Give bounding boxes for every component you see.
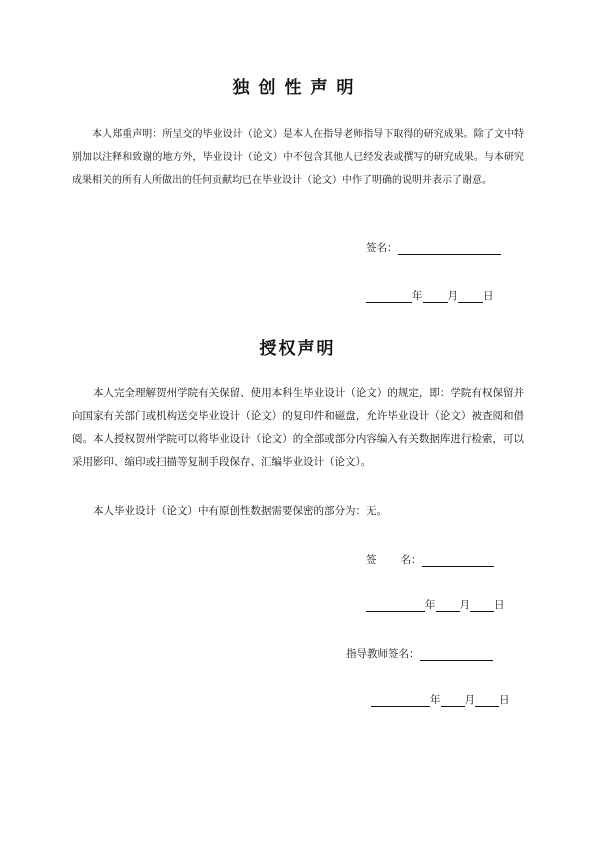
month-label: 月 bbox=[464, 694, 475, 706]
originality-declaration-text: 本人郑重声明：所呈交的毕业设计（论文）是本人在指导老师指导下取得的研究成果。除了文中特别加以注释和致谢的地方外，毕业设计（论文）中不包含其他人已经发表或撰写的研究成果。与本研究成果相关的所有人所做出的任何贡献均已在毕业设计（论文）中作了明确的说明并表示了谢意。 bbox=[72, 129, 524, 186]
year-label: 年 bbox=[430, 694, 441, 706]
signature-blank[interactable] bbox=[398, 242, 501, 255]
date-line-2 bbox=[366, 597, 505, 612]
date-line-1 bbox=[366, 288, 494, 303]
student-signature-line-2 bbox=[366, 552, 494, 567]
month-label: 月 bbox=[459, 599, 470, 611]
day-blank[interactable] bbox=[470, 599, 494, 612]
month-blank[interactable] bbox=[436, 599, 460, 612]
year-label: 年 bbox=[425, 599, 436, 611]
year-blank[interactable] bbox=[366, 599, 425, 612]
signature-label-char2: 名： bbox=[400, 554, 422, 566]
day-label: 日 bbox=[499, 694, 510, 706]
year-blank[interactable] bbox=[366, 290, 412, 303]
day-blank[interactable] bbox=[458, 290, 483, 303]
month-blank[interactable] bbox=[423, 290, 448, 303]
month-label: 月 bbox=[447, 290, 458, 302]
day-label: 日 bbox=[494, 599, 505, 611]
authorization-declaration-text: 本人完全理解贺州学院有关保留、使用本科生毕业设计（论文）的规定，即：学院有权保留并向国家有关部门或机构送交毕业设计（论文）的复印件和磁盘，允许毕业设计（论文）被查阅和借阅。本人授权贺州学院可以将毕业设计（论文）的全部或部分内容编入有关数据库进行检索，可以采用影印、缩印或扫描等复制手段保存、汇编毕业设计（论文）。 bbox=[72, 387, 524, 468]
student-signature-line-1 bbox=[366, 240, 501, 255]
date-line-3 bbox=[371, 692, 510, 707]
authorization-declaration-title: 授权声明 bbox=[259, 339, 336, 359]
signature-label-char1: 签 bbox=[366, 554, 377, 566]
advisor-signature-label: 指导教师签名： bbox=[346, 648, 420, 660]
advisor-signature-line bbox=[346, 646, 493, 661]
year-blank[interactable] bbox=[371, 694, 430, 707]
day-label: 日 bbox=[483, 290, 494, 302]
signature-label: 签名： bbox=[366, 242, 398, 254]
month-blank[interactable] bbox=[441, 694, 465, 707]
year-label: 年 bbox=[412, 290, 423, 302]
signature-blank[interactable] bbox=[422, 554, 494, 567]
day-blank[interactable] bbox=[475, 694, 499, 707]
advisor-signature-blank[interactable] bbox=[420, 648, 493, 661]
confidential-data-statement: 本人毕业设计（论文）中有原创性数据需要保密的部分为：无。 bbox=[93, 505, 387, 517]
originality-declaration-title: 独创性声明 bbox=[232, 78, 363, 98]
